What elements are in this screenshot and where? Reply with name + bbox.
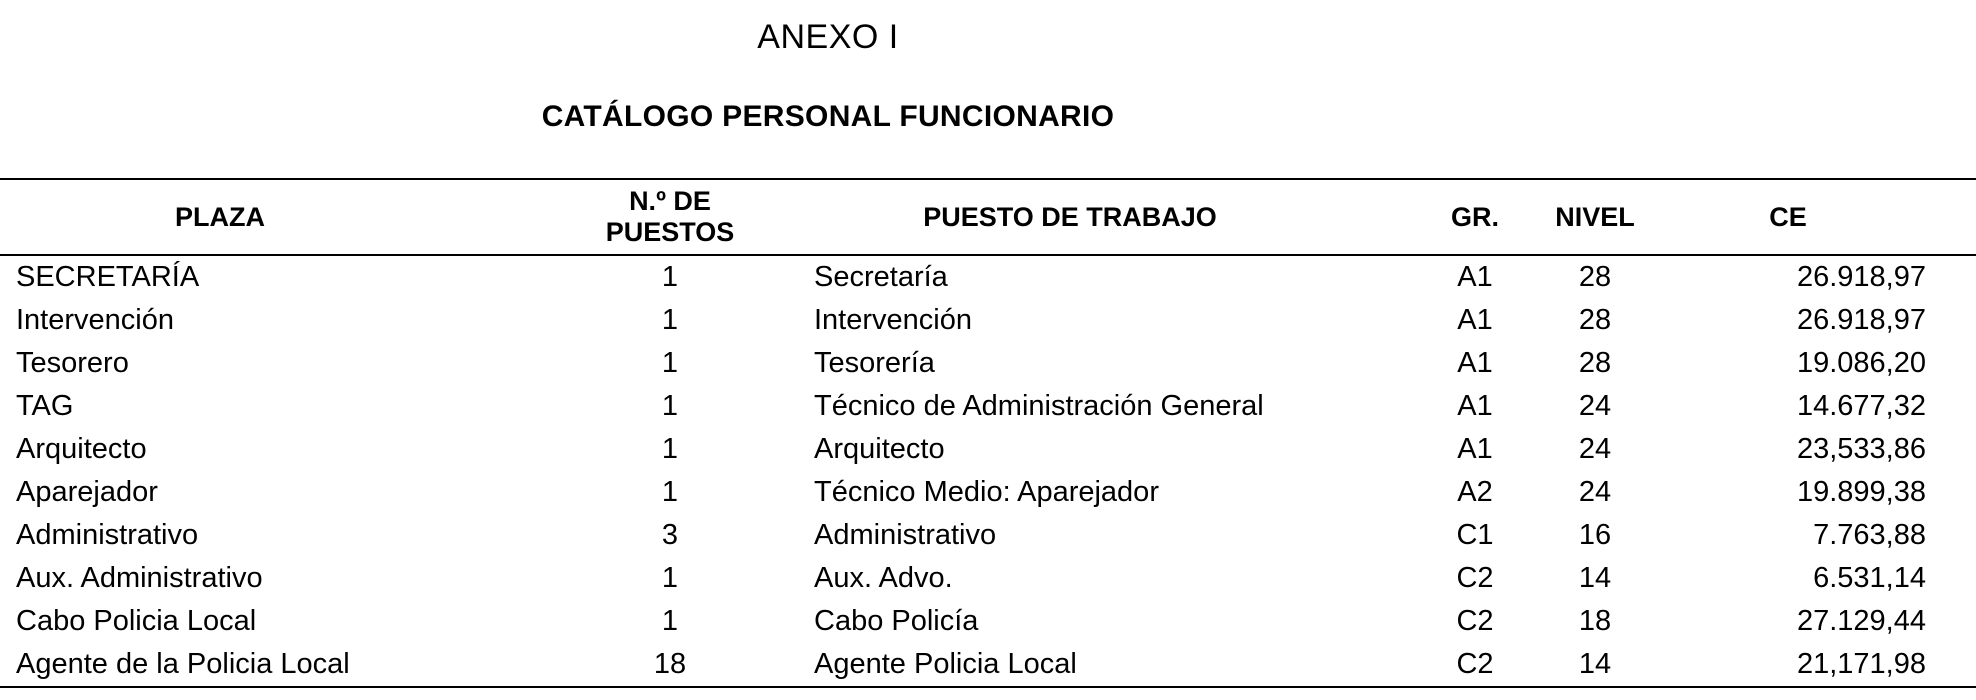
cell-num: 1 <box>661 562 679 594</box>
cell-num: 1 <box>661 605 679 637</box>
table-body <box>0 255 1976 687</box>
document-title: ANEXO I <box>757 18 899 56</box>
cell-gr: A1 <box>1457 347 1493 379</box>
cell-nivel: 28 <box>1578 261 1612 293</box>
cell-plaza: Administrativo <box>16 519 199 551</box>
table-row <box>0 299 1976 342</box>
cell-nivel: 28 <box>1578 304 1612 336</box>
header-plaza: PLAZA <box>175 201 265 232</box>
table-header <box>0 179 1976 255</box>
cell-plaza: Tesorero <box>16 347 129 379</box>
cell-puesto: Secretaría <box>814 261 948 293</box>
table-row <box>0 428 1976 471</box>
cell-nivel: 28 <box>1578 347 1612 379</box>
cell-nivel: 24 <box>1578 476 1612 508</box>
cell-gr: A1 <box>1457 304 1493 336</box>
cell-plaza: Agente de la Policia Local <box>16 648 350 680</box>
cell-ce: 14.677,32 <box>1796 390 1926 422</box>
cell-nivel: 14 <box>1578 648 1612 680</box>
cell-plaza: Arquitecto <box>16 433 147 465</box>
cell-plaza: Aux. Administrativo <box>16 562 263 594</box>
cell-plaza: Intervención <box>16 304 174 336</box>
header-puesto: PUESTO DE TRABAJO <box>923 201 1217 232</box>
cell-puesto: Agente Policia Local <box>814 648 1077 680</box>
cell-ce: 23,533,86 <box>1796 433 1926 465</box>
cell-nivel: 18 <box>1578 605 1612 637</box>
header-gr: GR. <box>1450 201 1499 232</box>
catalog-table-container <box>0 178 1926 688</box>
cell-gr: A2 <box>1457 476 1493 508</box>
table-row <box>0 557 1976 600</box>
cell-nivel: 24 <box>1578 390 1612 422</box>
cell-nivel: 14 <box>1578 562 1612 594</box>
cell-num: 18 <box>653 648 687 680</box>
cell-num: 1 <box>661 476 679 508</box>
header-num-puestos <box>580 179 800 255</box>
cell-plaza: TAG <box>16 390 74 422</box>
cell-num: 1 <box>661 347 679 379</box>
header-row <box>0 179 1976 255</box>
cell-plaza: Cabo Policia Local <box>16 605 257 637</box>
cell-gr: C2 <box>1456 562 1494 594</box>
cell-puesto: Tesorería <box>814 347 935 379</box>
table-row <box>0 514 1976 557</box>
cell-ce: 19.899,38 <box>1796 476 1926 508</box>
cell-ce: 6.531,14 <box>1813 562 1926 594</box>
cell-puesto: Aux. Advo. <box>814 562 953 594</box>
cell-puesto: Administrativo <box>814 519 997 551</box>
cell-num: 1 <box>661 261 679 293</box>
cell-puesto: Intervención <box>814 304 972 336</box>
cell-ce: 21,171,98 <box>1796 648 1926 680</box>
cell-ce: 26.918,97 <box>1796 304 1926 336</box>
cell-ce: 7.763,88 <box>1813 519 1926 551</box>
table-row <box>0 600 1976 643</box>
cell-num: 1 <box>661 433 679 465</box>
cell-gr: C2 <box>1456 605 1494 637</box>
cell-ce: 19.086,20 <box>1796 347 1926 379</box>
table-row <box>0 255 1976 299</box>
cell-num: 1 <box>661 390 679 422</box>
document-subtitle: CATÁLOGO PERSONAL FUNCIONARIO <box>541 100 1115 133</box>
table-row <box>0 342 1976 385</box>
cell-ce: 27.129,44 <box>1796 605 1926 637</box>
cell-nivel: 16 <box>1578 519 1612 551</box>
table-row <box>0 385 1976 428</box>
cell-puesto: Técnico Medio: Aparejador <box>814 476 1159 508</box>
cell-plaza: SECRETARÍA <box>16 261 200 293</box>
cell-puesto: Técnico de Administración General <box>814 390 1264 422</box>
cell-nivel: 24 <box>1578 433 1612 465</box>
cell-puesto: Cabo Policía <box>814 605 979 637</box>
header-num-line2: PUESTOS <box>605 217 735 247</box>
cell-gr: A1 <box>1457 390 1493 422</box>
header-nivel: NIVEL <box>1555 201 1635 232</box>
cell-ce: 26.918,97 <box>1796 261 1926 293</box>
cell-num: 1 <box>661 304 679 336</box>
cell-plaza: Aparejador <box>16 476 158 508</box>
table-row <box>0 643 1976 687</box>
header-num-line1: N.º DE <box>629 186 711 216</box>
cell-puesto: Arquitecto <box>814 433 945 465</box>
cell-num: 3 <box>661 519 679 551</box>
cell-gr: A1 <box>1457 433 1493 465</box>
header-ce: CE <box>1769 201 1807 232</box>
table-row <box>0 471 1976 514</box>
catalog-table <box>0 178 1976 688</box>
cell-gr: A1 <box>1457 261 1493 293</box>
cell-gr: C1 <box>1456 519 1494 551</box>
cell-gr: C2 <box>1456 648 1494 680</box>
